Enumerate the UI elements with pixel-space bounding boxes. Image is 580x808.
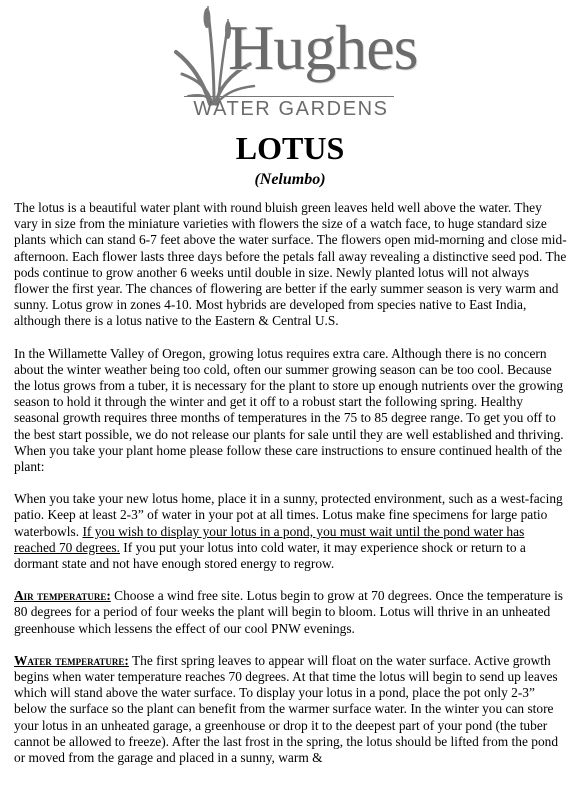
paragraph-air-temperature bbox=[14, 588, 567, 637]
page-subtitle: (Nelumbo) bbox=[254, 171, 326, 188]
document-body bbox=[14, 200, 567, 782]
logo-name: Hughes bbox=[228, 12, 418, 83]
paragraph-willamette: In the Willamette Valley of Oregon, growing lotus requires extra care. Although there is no concern about the winter weather being too cold, often our summer growing season can be too cool. Because the lotus grows from a tuber, it is necessary for the plant to store up enough nutrients over the growing season to hold it through the winter and get it off to a robust start the following spring. Healthy seasonal growth requires three months of temperatures in the 75 to 85 degree range. To get you off to the best start possible, we do not release our plants for sale until they are well established and thriving. When you take your plant home please follow these care instructions to ensure continued health of the plant: bbox=[14, 345, 564, 475]
water-temperature-text: The first spring leaves to appear will float on the water surface. Active growth begins when water temperature reaches 70 degrees. At that time the lotus will begin to send up leaves which will stand above the water surface. To display your lotus in a pond, place the pot only 2-3” below the surface so the plant can benefit from the warmer surface water. In the winter you can store your lotus in an unheated garage, a greenhouse or drop it to the deepest part of your pond (the tuber cannot be allowed to freeze). After the last frost in the spring, the lotus should be lifted from the pond or moved from the garage and placed in a sunny, warm & bbox=[14, 652, 559, 766]
logo-divider bbox=[184, 96, 394, 97]
air-temperature-text: Choose a wind free site. Lotus begin to grow at 70 degrees. Once the temperature is 80 degrees for a period of four weeks the plant will begin to bloom. Lotus will thrive in an unheated greenhouse which lessens the effect of our cool PNW evenings. bbox=[14, 588, 563, 636]
pond-warning-underlined: If you wish to display your lotus in a pond, you must wait until the pond water has reached 70 degrees. bbox=[14, 523, 525, 555]
page-title: LOTUS bbox=[235, 130, 345, 166]
logo-subtitle: WATER GARDENS bbox=[193, 98, 389, 120]
hughes-logo bbox=[168, 4, 418, 122]
water-temperature-heading: Water temperature: bbox=[14, 652, 129, 668]
paragraph-take-home bbox=[14, 491, 567, 572]
paragraph-take-home-text-b: If you put your lotus into cold water, it may experience shock or return to a dormant state and not have enough stored energy to regrow. bbox=[14, 539, 526, 572]
paragraph-water-temperature bbox=[14, 653, 567, 766]
air-temperature-heading: Air temperature: bbox=[14, 588, 111, 604]
paragraph-take-home-text-a: When you take your new lotus home, place it in a sunny, protected environment, such as a west-facing patio. Keep at least 2-3” of water in your pot at all times. Lotus make fine specimens for large patio waterbowls. bbox=[14, 491, 563, 539]
paragraph-intro: The lotus is a beautiful water plant with round bluish green leaves held well above the water. They vary in size from the miniature varieties with flowers the size of a watch face, to huge standard size plants which can stand 6-7 feet above the water surface. The flowers open mid-morning and close mid-afternoon. Each flower lasts three days before the petals fall away revealing a distinctive seed pod. The pods continue to grow another 6 weeks until double in size. Newly planted lotus will not always flower the first year. The chances of flowering are better if the early summer season is very warm and sunny. Lotus grow in zones 4-10. Most hybrids are developed from species native to East India, although there is a lotus native to the Eastern & Central U.S. bbox=[14, 200, 567, 329]
